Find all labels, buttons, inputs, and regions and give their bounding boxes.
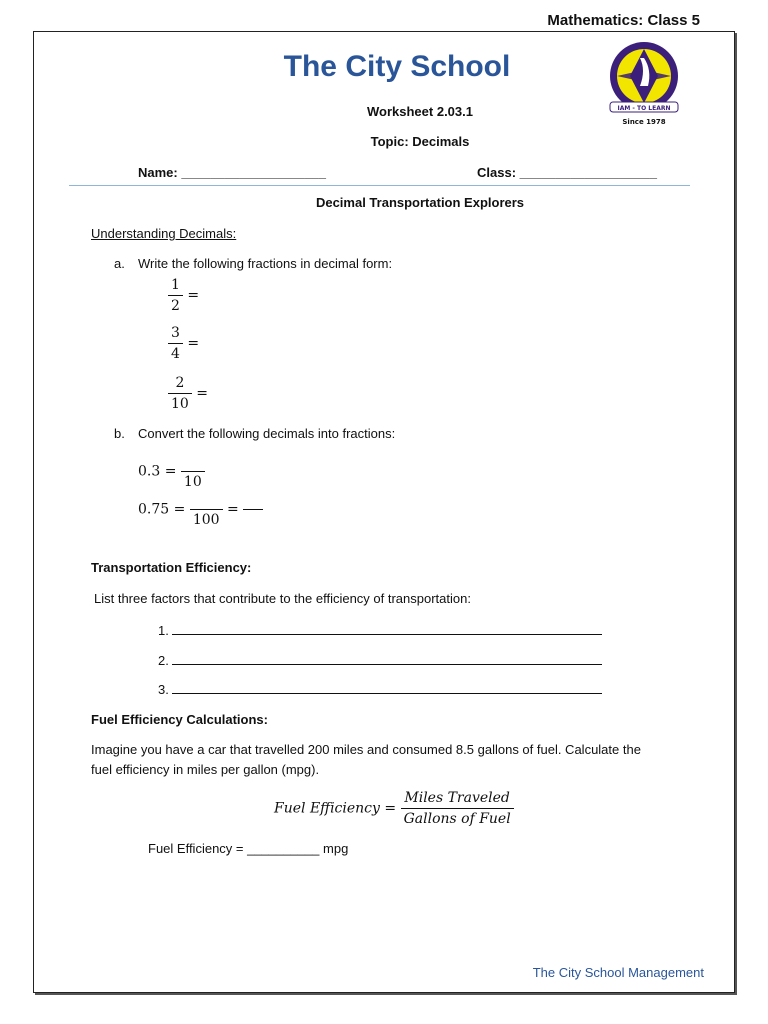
formula-left: Fuel Efficiency = (274, 800, 397, 817)
factor-line-3 (158, 681, 602, 697)
decimal-2 (138, 489, 263, 530)
factor-number: 2. (158, 653, 169, 668)
logo-motto: IAM - TO LEARN (617, 105, 671, 112)
fraction-denominator: 10 (168, 393, 192, 414)
item-a-text: Write the following fractions in decimal form: (138, 256, 393, 271)
factor-line-1 (158, 622, 602, 638)
item-a-marker: a. (114, 256, 125, 271)
decimal-value: 0.3 (138, 463, 161, 480)
section-transportation-efficiency: Transportation Efficiency: (91, 560, 252, 575)
subject-class-title: Mathematics: Class 5 (547, 12, 700, 29)
fraction-numerator: 2 (175, 375, 185, 391)
fuel-efficiency-answer: Fuel Efficiency = __________ mpg (148, 841, 349, 856)
fraction-denominator: 10 (181, 471, 205, 492)
fraction-numerator: 1 (171, 277, 180, 293)
fraction-1 (168, 275, 199, 316)
fraction-denominator: 100 (190, 509, 223, 530)
equals-sign: = (196, 385, 209, 402)
fraction-denominator: 4 (168, 343, 183, 364)
fuel-efficiency-formula (274, 788, 514, 829)
item-b-marker: b. (114, 426, 125, 441)
formula-numerator: Miles Traveled (404, 790, 510, 806)
decimal-value: 0.75 (138, 501, 170, 518)
section-fuel-efficiency: Fuel Efficiency Calculations: (91, 712, 268, 727)
fraction-2 (168, 323, 199, 364)
fuel-paragraph-line-1: Imagine you have a car that travelled 200 miles and consumed 8.5 gallons of fuel. Calculate the (91, 742, 641, 757)
equals-sign: = (173, 501, 186, 518)
fraction-numerator: 3 (171, 325, 180, 341)
factors-prompt: List three factors that contribute to the efficiency of transportation: (94, 591, 471, 606)
equals-sign: = (187, 287, 200, 304)
equals-sign: = (164, 463, 177, 480)
section-understanding-decimals: Understanding Decimals: (91, 226, 237, 241)
class-field: Class: ___________________ (477, 165, 658, 180)
factor-number: 1. (158, 623, 169, 638)
factor-number: 3. (158, 682, 169, 697)
worksheet-number: Worksheet 2.03.1 (367, 104, 473, 119)
document-title: Decimal Transportation Explorers (315, 195, 525, 210)
name-field: Name: ____________________ (138, 165, 326, 180)
topic: Topic: Decimals (370, 134, 470, 149)
factor-line-2 (158, 652, 602, 668)
equals-sign: = (187, 335, 200, 352)
formula-denominator: Gallons of Fuel (401, 808, 514, 829)
item-b-text: Convert the following decimals into fractions: (138, 426, 396, 441)
footer-text: The City School Management (532, 965, 704, 980)
equals-sign: = (227, 501, 239, 518)
fuel-paragraph-line-2: fuel efficiency in miles per gallon (mpg). (91, 762, 320, 777)
decimal-1 (138, 451, 205, 492)
fraction-denominator: 2 (168, 295, 183, 316)
school-name: The City School (283, 50, 511, 83)
logo-since: Since 1978 (622, 118, 666, 126)
fraction-3 (168, 373, 208, 414)
header-divider (69, 185, 690, 186)
